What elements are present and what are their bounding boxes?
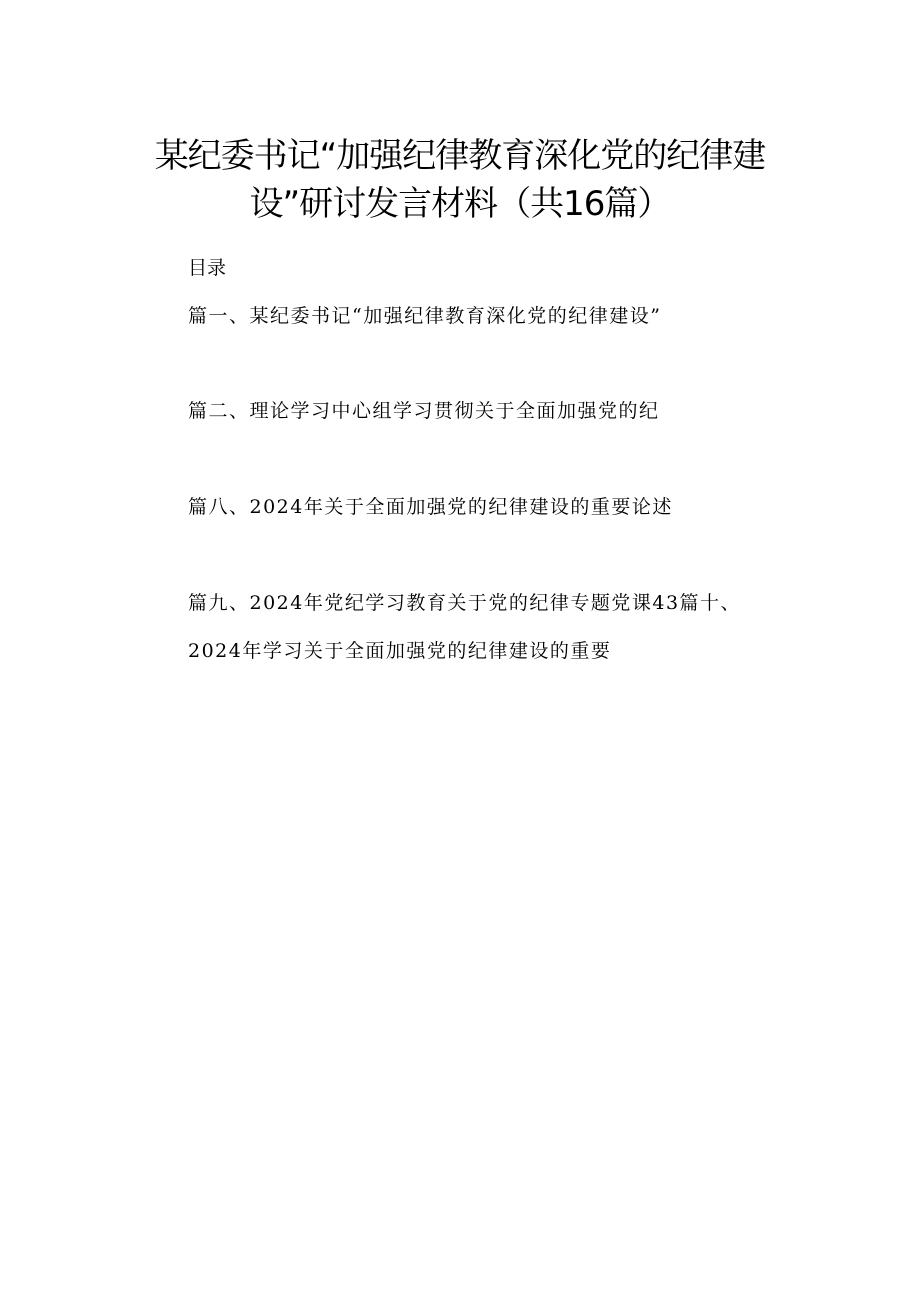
toc-heading: 目录 — [188, 257, 227, 279]
toc-entry: 篇九、2024年党纪学习教育关于党的纪律专题党课43篇十、 — [188, 592, 742, 614]
document-title — [120, 132, 800, 228]
toc-entry: 篇二、理论学习中心组学习贯彻关于全面加强党的纪 — [188, 400, 660, 422]
title-line-2: 设”研讨发言材料（共16篇） — [249, 184, 671, 224]
title-line-1: 某纪委书记“加强纪律教育深化党的纪律建 — [154, 136, 766, 176]
toc-entry: 篇一、某纪委书记“加强纪律教育深化党的纪律建设” — [188, 305, 662, 327]
toc-entry: 篇八、2024年关于全面加强党的纪律建设的重要论述 — [188, 496, 673, 518]
toc-entry: 2024年学习关于全面加强党的纪律建设的重要 — [188, 640, 612, 662]
